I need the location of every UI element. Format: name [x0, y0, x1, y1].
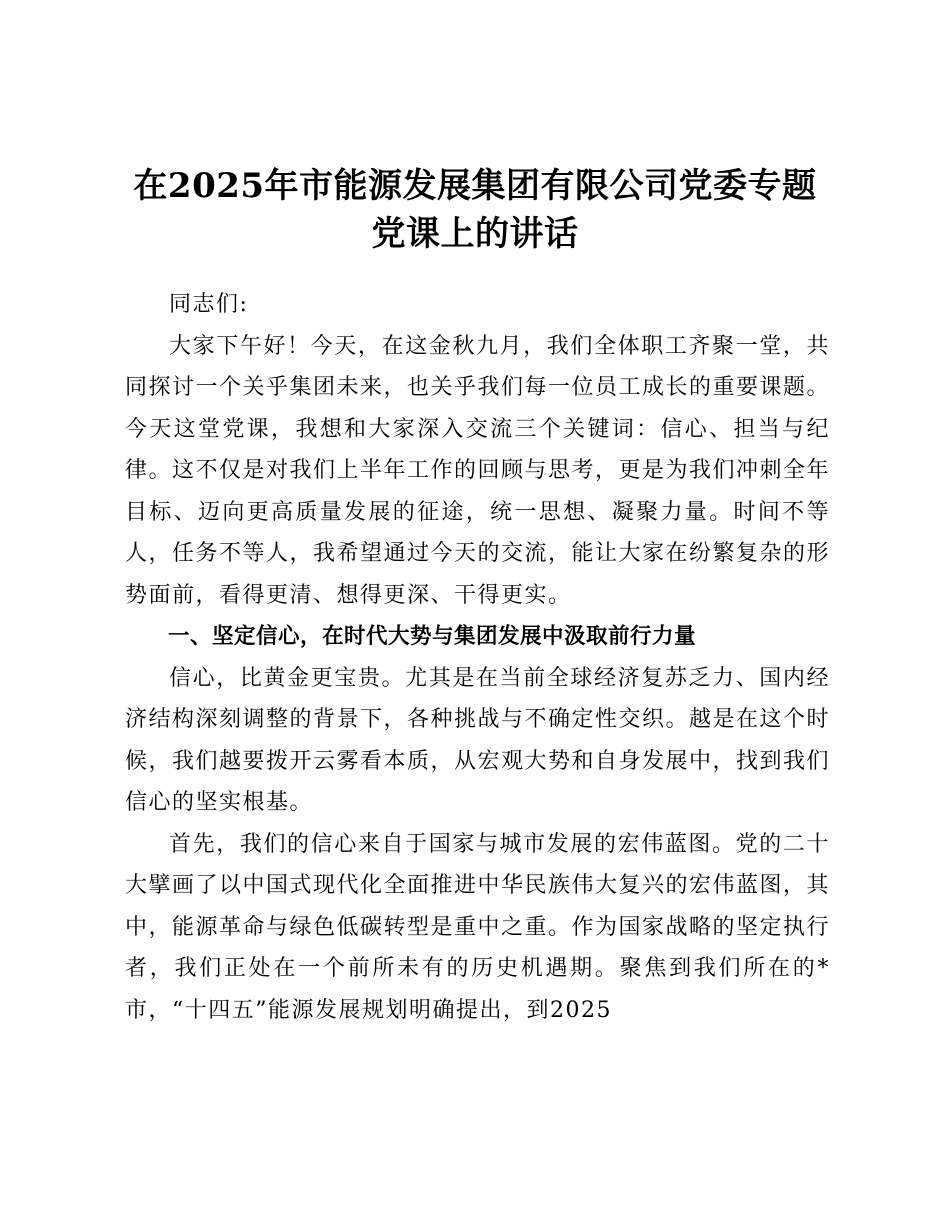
opening-paragraph: 大家下午好！今天，在这金秋九月，我们全体职工齐聚一堂，共同探讨一个关乎集团未来，也关乎我们每一位员工成长的重要课题。今天这堂党课，我想和大家深入交流三个关键词：信心、担当与纪律。这不仅是对我们上半年工作的回顾与思考，更是为我们冲刺全年目标、迈向更高质量发展的征途，统一思想、凝聚力量。时间不等人，任务不等人，我希望通过今天的交流，能让大家在纷繁复杂的形势面前，看得更清、想得更深、干得更实。: [125, 333, 831, 608]
document-body: [125, 284, 830, 1031]
salutation: 同志们:: [169, 292, 249, 317]
document-title: 在2025年市能源发展集团有限公司党委专题党课上的讲话: [133, 166, 817, 254]
section-paragraph-1: 信心，比黄金更宝贵。尤其是在当前全球经济复苏乏力、国内经济结构深刻调整的背景下，各种挑战与不确定性交织。越是在这个时候，我们越要拨开云雾看本质，从宏观大势和自身发展中，找到我们信心的坚实根基。: [125, 665, 831, 815]
section-paragraph-2: 首先，我们的信心来自于国家与城市发展的宏伟蓝图。党的二十大擘画了以中国式现代化全面推进中华民族伟大复兴的宏伟蓝图，其中，能源革命与绿色低碳转型是重中之重。作为国家战略的坚定执行者，我们正处在一个前所未有的历史机遇期。聚焦到我们所在的*市，“十四五”能源发展规划明确提出，到2025: [125, 831, 831, 1023]
section-heading-1: 一、坚定信心，在时代大势与集团发展中汲取前行力量: [168, 624, 697, 649]
